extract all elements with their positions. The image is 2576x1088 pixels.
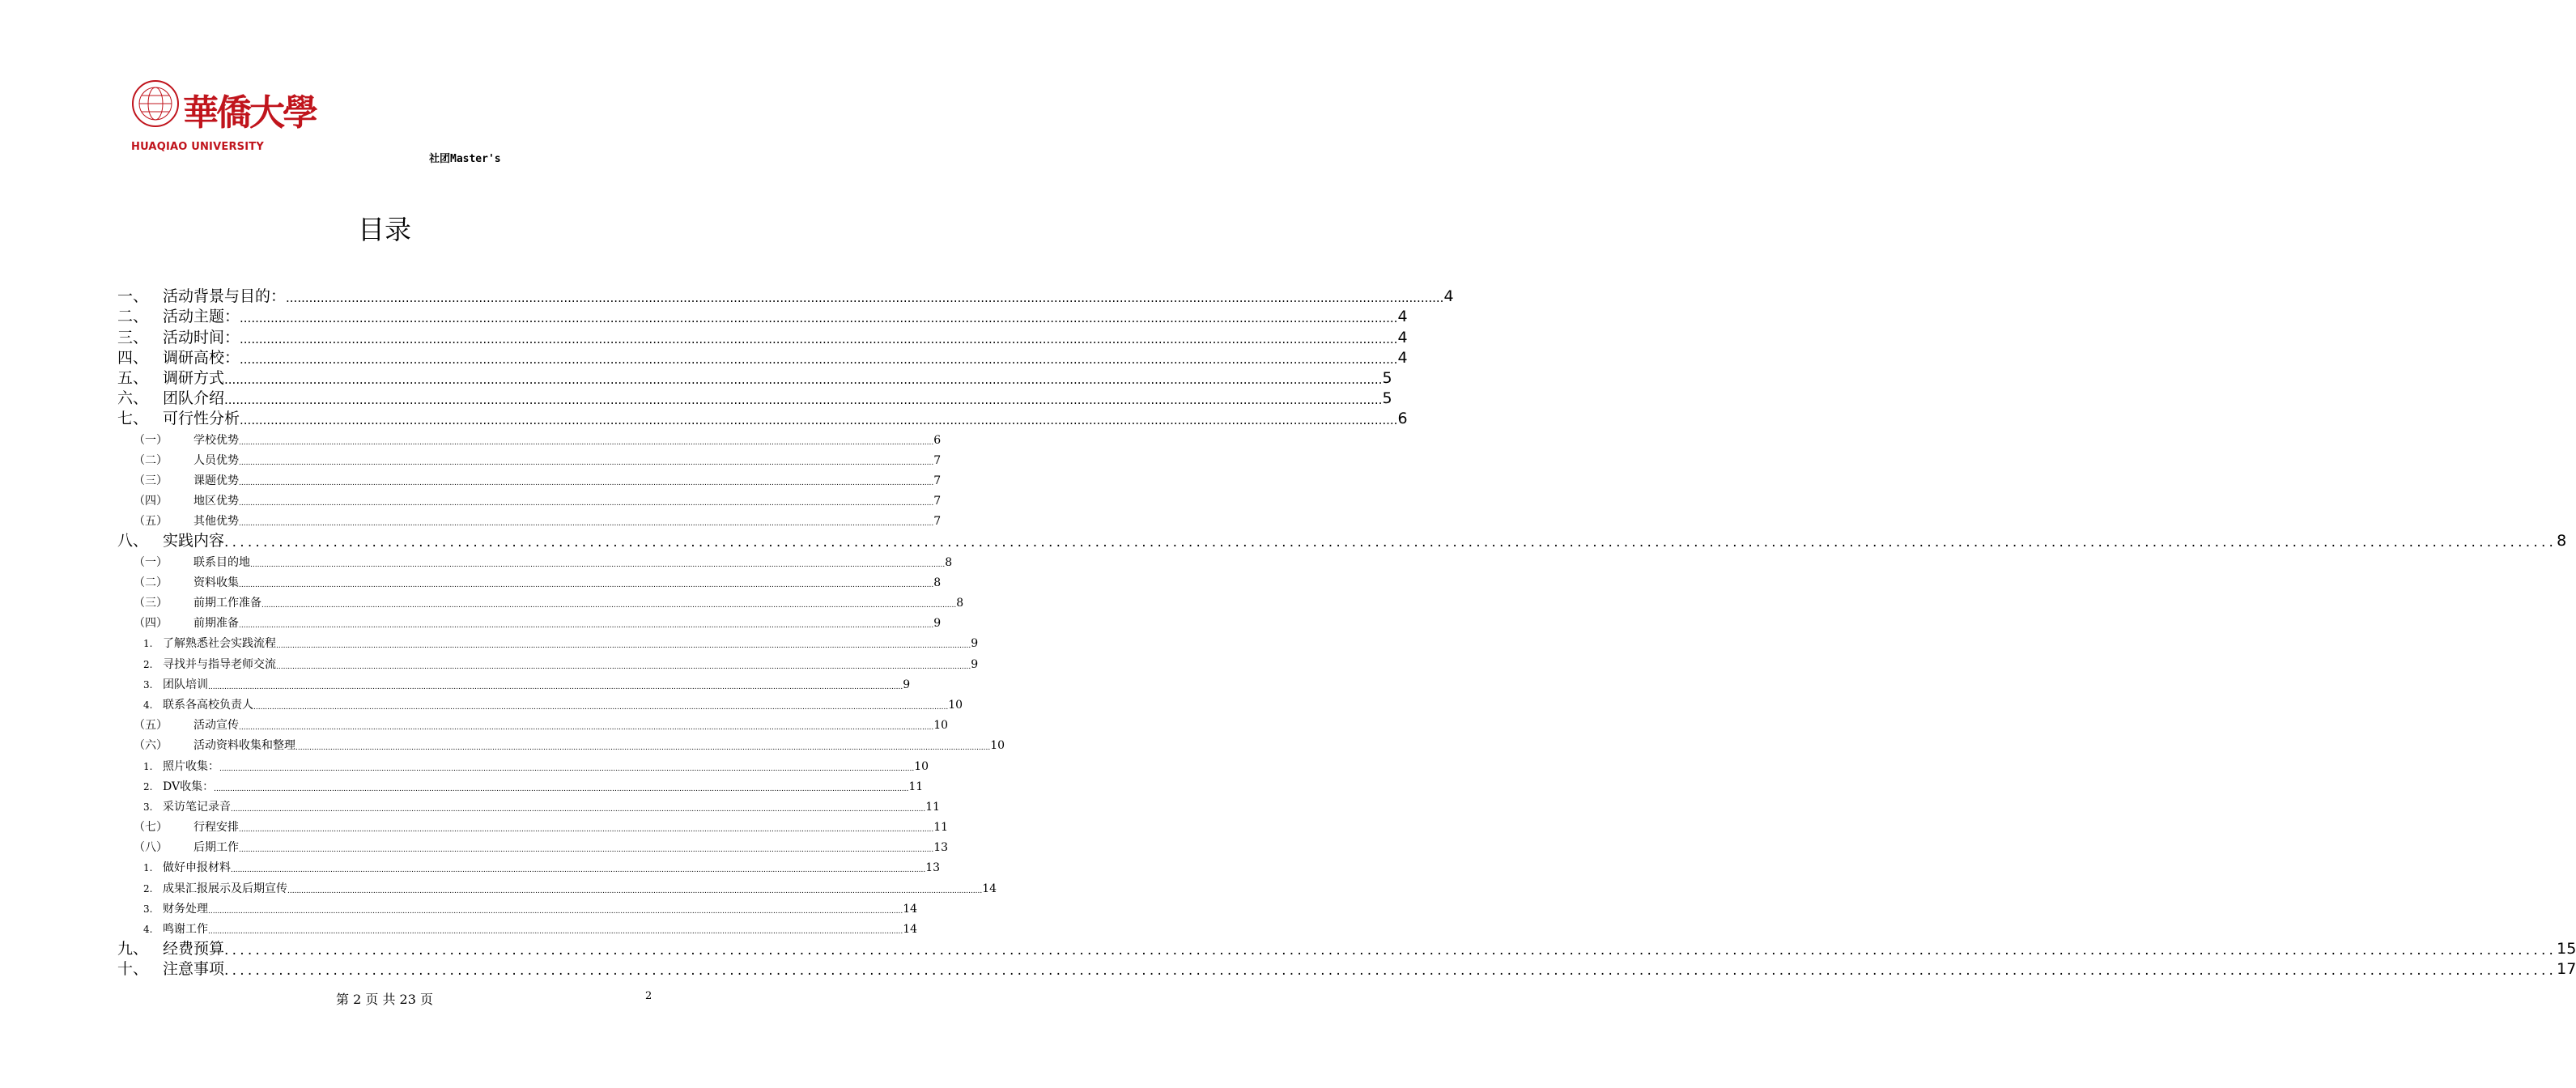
toc-entry-page: 11 [925, 800, 941, 814]
toc-leader-dots: ............................................................................................................................................................................................................................................................................................................ [239, 458, 934, 467]
toc-leader-dots: ............................................................................................................................................................................................................................................................................................................ [250, 560, 946, 569]
toc-entry-page: 8 [956, 597, 964, 610]
toc-entry-number: 九、 [117, 940, 149, 958]
toc-entry-title: 活动主题： [163, 308, 240, 326]
toc-entry-number: 1. [143, 862, 153, 874]
toc-entry-number: 2. [143, 882, 153, 895]
toc-leader-dots: ............................................................................................................................................................................................................................................................................................................ [240, 311, 1398, 326]
toc-leader-dots: ............................................................................................................................................................................................................................................................................................................ [231, 866, 926, 875]
toc-entry-number: （四） [134, 495, 168, 508]
toc-entry-title: 活动宣传 [193, 719, 239, 733]
toc-entry-number: （二） [134, 576, 168, 589]
toc-leader-dots: ............................................................................................................................................................................................................................................................................................................ [239, 826, 934, 835]
toc-entry[interactable] [117, 797, 941, 817]
page-number: 2 [645, 990, 653, 1002]
toc-entry-page: 7 [933, 495, 942, 508]
toc-entry-number: （六） [134, 739, 168, 753]
toc-entry-page: 11 [908, 780, 924, 793]
toc-entry-number: （二） [134, 453, 168, 467]
university-logo [131, 74, 316, 155]
toc-entry[interactable] [117, 939, 2576, 959]
toc-entry[interactable] [117, 633, 979, 653]
toc-entry-title: 团队介绍 [163, 389, 225, 408]
toc-entry-title: 了解熟悉社会实践流程 [163, 637, 276, 651]
toc-entry-number: （一） [134, 555, 168, 569]
toc-entry-page: 14 [982, 882, 997, 895]
toc-entry-title: 地区优势 [193, 495, 239, 508]
toc-entry-title: 行程安排 [193, 821, 239, 835]
toc-entry-page: 14 [903, 902, 918, 916]
toc-leader-dots: ............................................................................................................................................................................................................................................................................................................ [240, 413, 1398, 428]
toc-entry[interactable] [117, 735, 1005, 755]
toc-entry-title: 注意事项 [163, 960, 225, 979]
toc-entry-number: 十、 [117, 960, 149, 979]
toc-entry[interactable] [117, 653, 979, 674]
toc-entry[interactable] [117, 837, 949, 857]
toc-entry-title: 财务处理 [163, 902, 208, 916]
toc-leader-dots: ............................................................................................................................................................................................................................................................................................................ [208, 682, 903, 691]
toc-entry[interactable] [117, 389, 1392, 409]
toc-entry-page: 17 [2557, 960, 2576, 979]
toc-entry-title: 活动时间： [163, 328, 240, 346]
toc-entry-page: 9 [903, 678, 911, 691]
toc-entry[interactable] [117, 593, 964, 613]
logo-en-text: HUAQIAO UNIVERSITY [131, 141, 264, 153]
toc-entry[interactable] [117, 695, 963, 715]
toc-entry-number: 2. [143, 658, 153, 670]
toc-entry-title: 经费预算 [163, 940, 225, 958]
toc-entry-page: 9 [971, 657, 979, 671]
toc-entry-title: 课题优势 [193, 474, 239, 487]
toc-entry-page: 7 [933, 453, 942, 467]
toc-entry[interactable] [117, 959, 2576, 980]
toc-entry-page: 7 [933, 474, 942, 487]
toc-entry-page: 5 [1382, 368, 1392, 387]
toc-entry[interactable] [117, 511, 942, 531]
toc-entry-page: 13 [925, 861, 941, 875]
toc-entry-page: 7 [933, 515, 942, 529]
toc-entry[interactable] [117, 551, 953, 572]
toc-entry-title: 人员优势 [193, 453, 239, 467]
toc-entry-page: 6 [933, 433, 942, 447]
toc-entry[interactable] [117, 878, 997, 898]
toc-leader-dots: ............................................................................................................................................................................................................................................................................................................ [239, 499, 934, 508]
toc-entry-number: （八） [134, 841, 168, 855]
toc-entry-title: 鸣谢工作 [163, 923, 208, 936]
toc-leader-dots: ............................................................................................................................................................................................................................................................................................................ [231, 805, 926, 814]
logo-cn-text: 華僑大學 [183, 92, 316, 134]
toc-leader-dots: ............................................................................................................................................................................................................................................................................................................ [208, 907, 903, 916]
toc-entry-page: 4 [1397, 348, 1408, 367]
toc-entry[interactable] [117, 776, 924, 797]
toc-entry-title: 实践内容 [163, 532, 225, 550]
toc-entry-page: 9 [933, 617, 942, 631]
toc-entry-number: 二、 [117, 308, 149, 326]
toc-leader-dots: ............................................................................................................................................................................................................................................................................................................ [276, 642, 971, 651]
toc-entry[interactable] [117, 470, 942, 491]
toc-entry[interactable] [117, 899, 918, 919]
toc-entry-page: 10 [948, 698, 963, 712]
toc-entry-page: 6 [1397, 410, 1408, 428]
toc-entry[interactable] [117, 613, 942, 633]
toc-leader-dots: ............................................................................................................................................................................................................................................................................................................ [224, 534, 2557, 551]
toc-entry[interactable] [117, 531, 2567, 551]
toc-entry-page: 11 [933, 821, 949, 835]
toc-entry-number: 七、 [117, 410, 149, 428]
toc-leader-dots: ............................................................................................................................................................................................................................................................................................................ [239, 622, 934, 631]
toc-entry-page: 15 [2557, 940, 2576, 958]
university-seal-icon [131, 74, 316, 141]
toc-entry-page: 4 [1397, 328, 1408, 346]
toc-entry-title: 其他优势 [193, 515, 239, 529]
toc-entry-number: 3. [143, 678, 153, 691]
toc-entry-number: 3. [143, 801, 153, 813]
toc-entry-number: 2. [143, 780, 153, 793]
toc-leader-dots: ............................................................................................................................................................................................................................................................................................................ [239, 438, 934, 447]
toc-leader-dots: ............................................................................................................................................................................................................................................................................................................ [224, 942, 2557, 959]
toc-entry-page: 10 [933, 719, 949, 733]
toc-entry-number: 一、 [117, 287, 149, 306]
toc-entry-title: 团队培训 [163, 678, 208, 691]
toc-entry[interactable] [117, 817, 949, 837]
toc-leader-dots: ............................................................................................................................................................................................................................................................................................................ [286, 291, 1444, 306]
toc-entry-number: （五） [134, 719, 168, 733]
toc-entry[interactable] [117, 674, 911, 695]
toc-entry-title: 联系各高校负责人 [163, 698, 253, 712]
toc-entry-title: 可行性分析 [163, 410, 240, 428]
toc-leader-dots: ............................................................................................................................................................................................................................................................................................................ [208, 928, 903, 936]
toc-entry-page: 5 [1382, 389, 1392, 408]
toc-entry-title: 活动背景与目的： [163, 287, 287, 306]
toc-leader-dots: ............................................................................................................................................................................................................................................................................................................ [224, 393, 1383, 408]
toc-entry[interactable] [117, 919, 918, 939]
toc-entry-title: 活动资料收集和整理 [193, 739, 295, 753]
toc-leader-dots: ............................................................................................................................................................................................................................................................................................................ [214, 784, 909, 793]
toc-entry-title: 学校优势 [193, 433, 239, 447]
toc-entry-title: 采访笔记录音 [163, 800, 231, 814]
toc-entry-page: 13 [933, 841, 949, 855]
toc-entry-title: 做好申报材料 [163, 861, 231, 875]
toc-leader-dots: ............................................................................................................................................................................................................................................................................................................ [287, 886, 983, 895]
toc-entry[interactable] [117, 755, 929, 776]
toc-entry-title: 资料收集 [193, 576, 239, 589]
toc-entry-title: 前期工作准备 [193, 597, 261, 610]
toc-entry-number: （四） [134, 617, 168, 631]
page-footer: 第 2 页 共 23 页 [336, 992, 433, 1007]
toc-entry-number: （七） [134, 821, 168, 835]
toc-entry[interactable] [117, 491, 942, 511]
toc-entry-number: 1. [143, 638, 153, 650]
toc-leader-dots: ............................................................................................................................................................................................................................................................................................................ [261, 601, 957, 610]
toc-leader-dots: ............................................................................................................................................................................................................................................................................................................ [239, 846, 934, 855]
toc-entry-number: （一） [134, 433, 168, 447]
toc-entry[interactable] [117, 429, 942, 449]
toc-entry[interactable] [117, 572, 942, 593]
toc-entry[interactable] [117, 857, 941, 878]
toc-entry-title: 调研方式 [163, 368, 225, 387]
toc-entry-page: 9 [971, 637, 979, 651]
toc-entry-title: DV收集： [163, 780, 215, 793]
toc-leader-dots: ............................................................................................................................................................................................................................................................................................................ [224, 963, 2557, 980]
toc-entry[interactable] [117, 307, 1408, 327]
toc-entry-number: 4. [143, 699, 153, 711]
toc-entry-number: 3. [143, 903, 153, 915]
toc-entry-page: 8 [945, 555, 953, 569]
toc-entry[interactable] [117, 327, 1408, 347]
toc-leader-dots: ............................................................................................................................................................................................................................................................................................................ [239, 724, 934, 733]
toc-entry-number: 三、 [117, 328, 149, 346]
toc-leader-dots: ............................................................................................................................................................................................................................................................................................................ [224, 372, 1383, 387]
toc-entry-page: 10 [990, 739, 1005, 753]
toc-leader-dots: ............................................................................................................................................................................................................................................................................................................ [253, 703, 949, 712]
toc-entry[interactable] [117, 409, 1408, 429]
toc-leader-dots: ............................................................................................................................................................................................................................................................................................................ [276, 662, 971, 671]
toc-entry-page: 8 [933, 576, 942, 589]
toc-entry-page: 14 [903, 923, 918, 936]
toc-entry-number: 五、 [117, 368, 149, 387]
toc-leader-dots: ............................................................................................................................................................................................................................................................................................................ [219, 764, 915, 773]
toc-leader-dots: ............................................................................................................................................................................................................................................................................................................ [295, 744, 991, 753]
toc-entry[interactable] [117, 368, 1392, 389]
toc-entry-number: （三） [134, 474, 168, 487]
toc-entry-title: 成果汇报展示及后期宣传 [163, 882, 287, 895]
toc-entry[interactable] [117, 348, 1408, 368]
toc-entry-number: （三） [134, 597, 168, 610]
toc-entry-number: （五） [134, 515, 168, 529]
toc-entry-page: 4 [1443, 287, 1454, 306]
toc-entry-page: 4 [1397, 308, 1408, 326]
toc-entry-number: 六、 [117, 389, 149, 408]
toc-entry-number: 四、 [117, 348, 149, 367]
toc-leader-dots: ............................................................................................................................................................................................................................................................................................................ [240, 351, 1398, 367]
club-name: 社团Master's [429, 153, 501, 165]
toc-entry-page: 8 [2557, 532, 2567, 550]
toc-entry-title: 照片收集： [163, 759, 219, 773]
table-of-contents [117, 287, 2576, 980]
toc-entry[interactable] [117, 715, 949, 735]
toc-entry-title: 调研高校： [163, 348, 240, 367]
toc-entry-title: 后期工作 [193, 841, 239, 855]
toc-entry[interactable] [117, 450, 942, 470]
toc-entry-page: 10 [914, 759, 929, 773]
toc-entry-number: 1. [143, 760, 153, 772]
toc-entry-number: 4. [143, 924, 153, 935]
toc-leader-dots: ............................................................................................................................................................................................................................................................................................................ [239, 478, 934, 487]
toc-entry-title: 前期准备 [193, 617, 239, 631]
toc-entry-title: 寻找并与指导老师交流 [163, 657, 276, 671]
toc-leader-dots: ............................................................................................................................................................................................................................................................................................................ [239, 580, 934, 589]
toc-title: 目录 [358, 214, 411, 245]
toc-entry-number: 八、 [117, 532, 149, 550]
toc-entry-title: 联系目的地 [193, 555, 250, 569]
toc-leader-dots: ............................................................................................................................................................................................................................................................................................................ [239, 520, 934, 529]
toc-leader-dots: ............................................................................................................................................................................................................................................................................................................ [240, 331, 1398, 346]
toc-entry[interactable] [117, 287, 1454, 307]
